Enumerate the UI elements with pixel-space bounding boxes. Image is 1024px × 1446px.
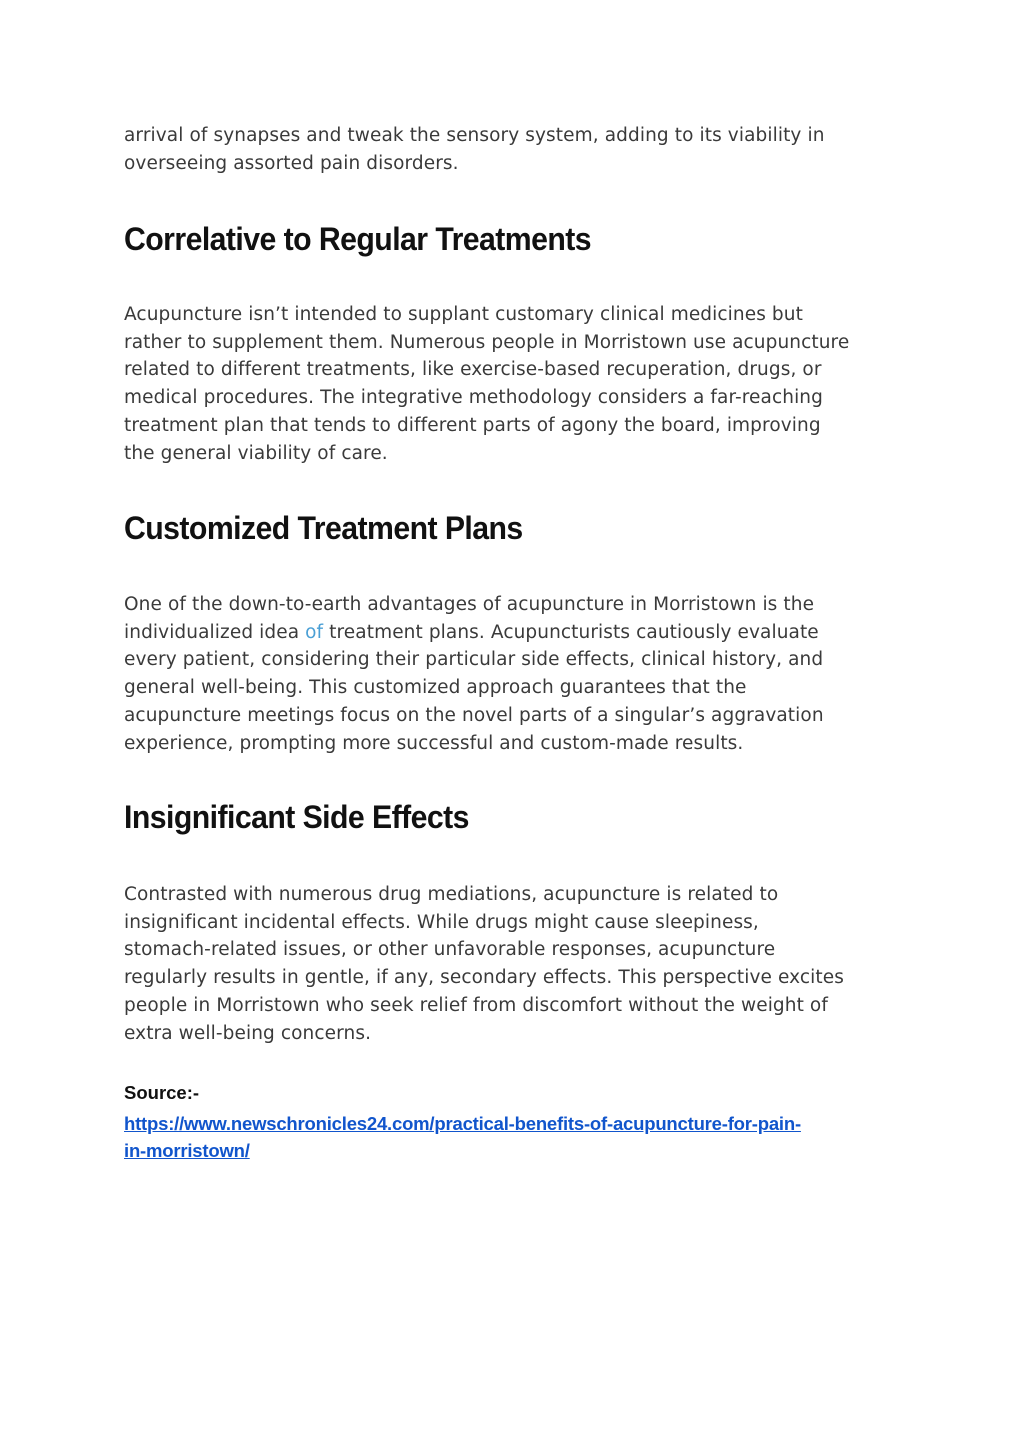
text-line: experience, prompting more successful and custom-made results. <box>124 732 744 754</box>
text-line: overseeing assorted pain disorders. <box>124 152 459 174</box>
text-line: medical procedures. The integrative methodology considers a far-reaching <box>124 387 823 409</box>
text-line: insignificant incidental effects. While drugs might cause sleepiness, <box>124 911 759 933</box>
text-line: One of the down-to-earth advantages of acupuncture in Morristown is the <box>124 594 815 615</box>
text-segment: individualized idea <box>124 621 306 643</box>
text-line: the general viability of care. <box>124 442 388 464</box>
text-line: extra well-being concerns. <box>124 1022 372 1044</box>
text-line: general well-being. This customized approach guarantees that the <box>124 677 747 699</box>
text-segment: treatment plans. Acupuncturists cautiously evaluate <box>323 621 819 643</box>
text-line: rather to supplement them. Numerous people in Morristown use acupuncture <box>124 331 850 353</box>
text-line: every patient, considering their particular side effects, clinical history, and <box>124 649 824 671</box>
text-line: Contrasted with numerous drug mediations, acupuncture is related to <box>124 884 779 905</box>
section-heading-customized: Customized Treatment Plans <box>124 510 523 546</box>
section-paragraph-correlative <box>124 301 849 467</box>
text-line: acupuncture meetings focus on the novel parts of a singular’s aggravation <box>124 704 824 726</box>
source-url-line: in-morristown/ <box>124 1140 250 1161</box>
text-line: treatment plan that tends to different parts of agony the board, improving <box>124 414 821 436</box>
source-url-line: https://www.newschronicles24.com/practical-benefits-of-acupuncture-for-pain- <box>124 1113 801 1134</box>
source-link[interactable] <box>124 1110 904 1164</box>
text-line: stomach-related issues, or other unfavorable responses, acupuncture <box>124 939 776 961</box>
text-line: Acupuncture isn’t intended to supplant customary clinical medicines but <box>124 304 803 325</box>
section-heading-side-effects: Insignificant Side Effects <box>124 799 469 835</box>
text-line: arrival of synapses and tweak the sensory system, adding to its viability in <box>124 125 825 146</box>
source-label: Source:- <box>124 1082 200 1103</box>
section-paragraph-side-effects <box>124 881 844 1047</box>
text-line: regularly results in gentle, if any, secondary effects. This perspective excites <box>124 967 844 989</box>
intro-paragraph <box>124 122 825 177</box>
text-line: people in Morristown who seek relief from discomfort without the weight of <box>124 994 828 1016</box>
section-heading-correlative: Correlative to Regular Treatments <box>124 221 592 257</box>
text-line <box>124 619 824 647</box>
section-paragraph-customized <box>124 591 824 757</box>
text-line: related to different treatments, like exercise-based recuperation, drugs, or <box>124 359 822 381</box>
inline-link-of[interactable]: of <box>305 621 324 643</box>
